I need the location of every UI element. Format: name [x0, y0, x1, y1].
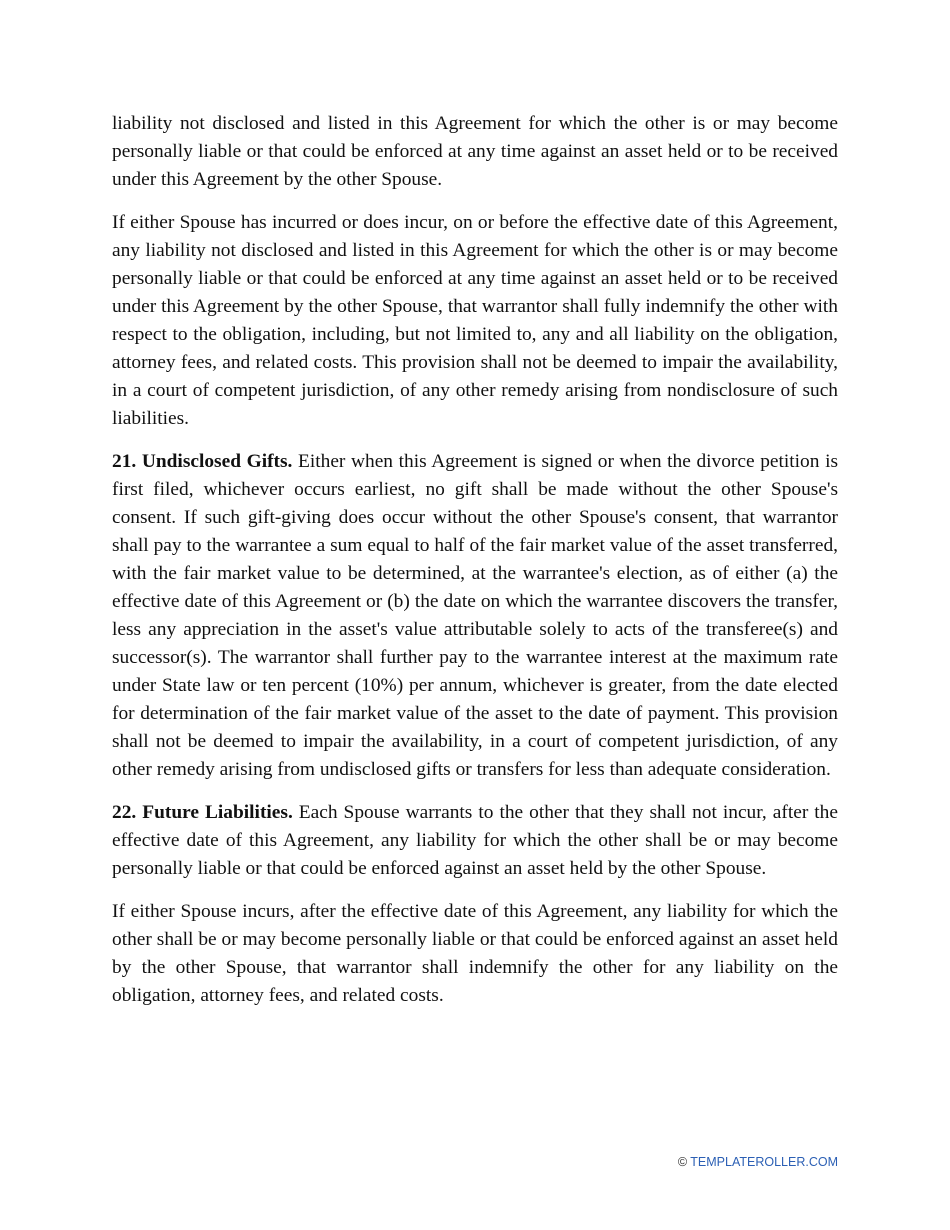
paragraph-future-indemnify	[112, 898, 838, 1010]
section-21-undisclosed-gifts	[112, 448, 838, 784]
section-heading: 22. Future Liabilities.	[112, 802, 293, 823]
section-22-future-liabilities	[112, 799, 838, 883]
paragraph-liability-continued	[112, 110, 838, 194]
paragraph-text: Either when this Agreement is signed or when the divorce petition is first filed, whichever occurs earliest, no gift shall be made without the other Spouse's consent. If such gift-giving does occur without the other Spouse's consent, that warrantor shall pay to the warrantee a sum equal to half of the fair market value of the asset transferred, with the fair market value to be determined, at the warrantee's election, as of either (a) the effective date of this Agreement or (b) the date on which the warrantee discovers the transfer, less any appreciation in the asset's value attributable solely to acts of the transferee(s) and successor(s). The warrantor shall further pay to the warrantee interest at the maximum rate under State law or ten percent (10%) per annum, whichever is greater, from the date elected for determination of the fair market value of the asset to the date of payment. This provision shall not be deemed to impair the availability, in a court of competent jurisdiction, of any other remedy arising from undisclosed gifts or transfers for less than adequate consideration.	[112, 451, 839, 780]
paragraph-text: Each Spouse warrants to the other that they shall not incur, after the effective date of this Agreement, any liability for which the other shall be or may become personally liable or that could be enforced against an asset held by the other Spouse.	[112, 802, 838, 879]
paragraph-indemnify	[112, 209, 838, 433]
templateroller-link[interactable]: TEMPLATEROLLER.COM	[690, 1155, 838, 1169]
paragraph-text: If either Spouse has incurred or does incur, on or before the effective date of this Agreement, any liability not disclosed and listed in this Agreement for which the other is or may become personally liable or that could be enforced at any time against an asset held or to be received under this Agreement by the other Spouse, that warrantor shall fully indemnify the other with respect to the obligation, including, but not limited to, any and all liability on the obligation, attorney fees, and related costs. This provision shall not be deemed to impair the availability, in a court of competent jurisdiction, of any other remedy arising from nondisclosure of such liabilities.	[112, 212, 838, 429]
paragraph-text: liability not disclosed and listed in this Agreement for which the other is or may become personally liable or that could be enforced at any time against an asset held or to be received under this Agreement by the other Spouse.	[112, 113, 838, 190]
copyright-symbol: ©	[677, 1155, 688, 1169]
footer	[678, 1155, 838, 1169]
section-heading: 21. Undisclosed Gifts.	[112, 451, 293, 472]
document-body	[112, 110, 838, 1025]
paragraph-text: If either Spouse incurs, after the effective date of this Agreement, any liability for which the other shall be or may become personally liable or that could be enforced against an asset held by the other Spouse, that warrantor shall indemnify the other for any liability on the obligation, attorney fees, and related costs.	[112, 901, 838, 1006]
